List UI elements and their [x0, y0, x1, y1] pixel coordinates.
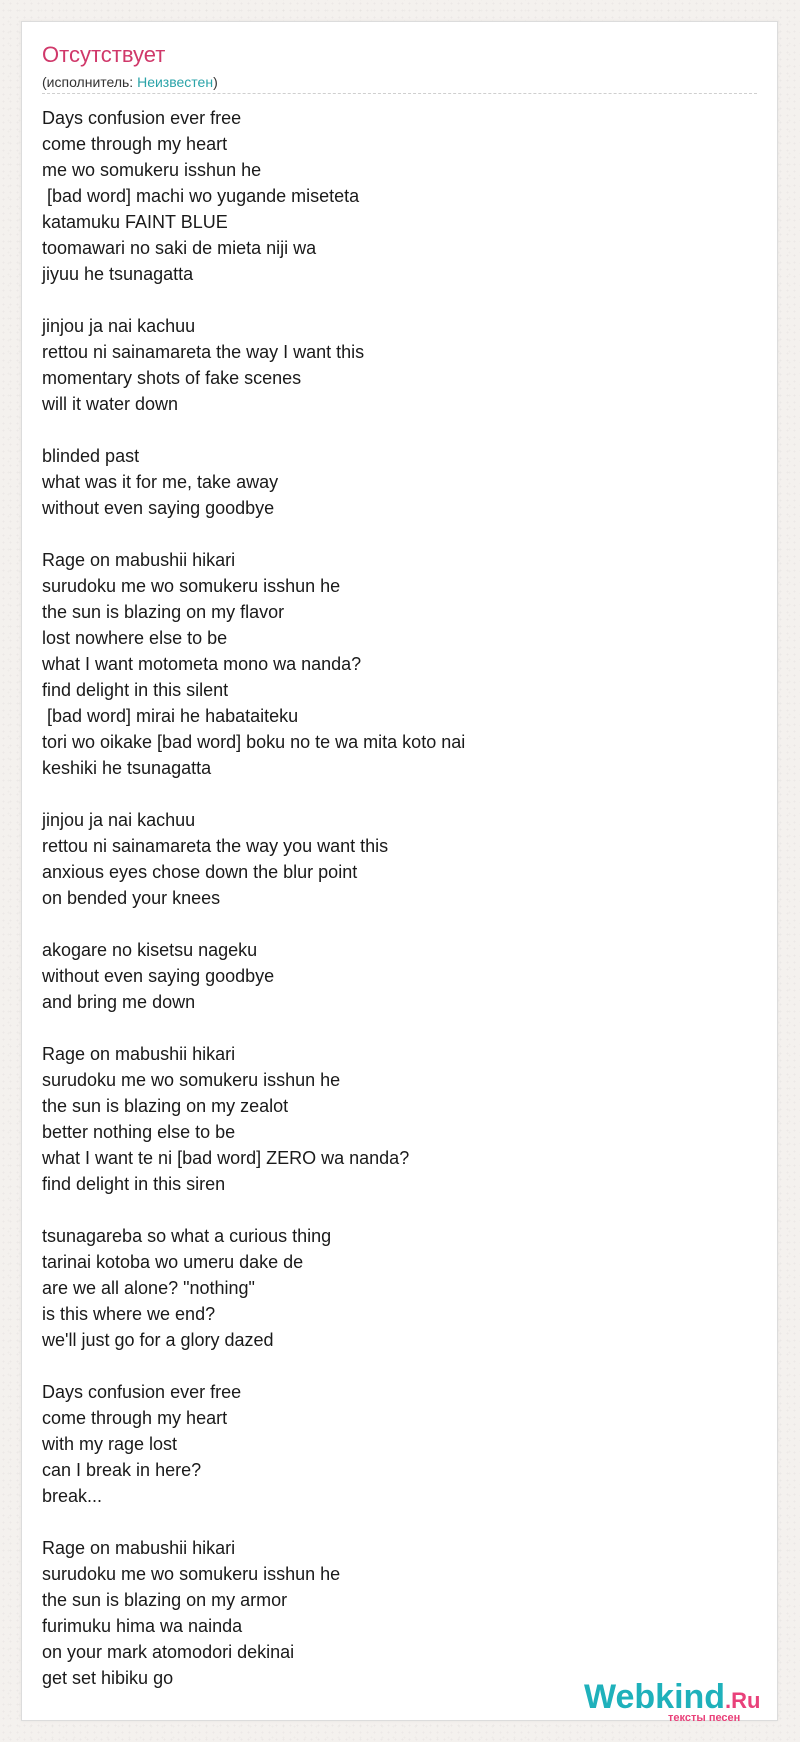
- lyrics-stanza: [42, 313, 742, 417]
- song-title: Отсутствует: [42, 42, 166, 67]
- lyric-line: Rage on mabushii hikari: [42, 1538, 236, 1558]
- lyric-line: katamuku FAINT BLUE: [42, 212, 228, 232]
- lyric-line: find delight in this siren: [42, 1174, 226, 1194]
- lyric-line: blinded past: [42, 446, 140, 466]
- lyric-line: are we all alone? "nothing": [42, 1278, 255, 1298]
- lyrics-stanza: [42, 1041, 742, 1197]
- lyric-line: furimuku hima wa nainda: [42, 1616, 243, 1636]
- lyric-line: Days confusion ever free: [42, 1382, 242, 1402]
- lyric-line: surudoku me wo somukeru isshun he: [42, 576, 341, 596]
- lyric-line: Rage on mabushii hikari: [42, 1044, 236, 1064]
- logo-main-text: Webkind: [584, 1678, 726, 1716]
- lyrics-stanza: [42, 937, 742, 1015]
- lyric-line: the sun is blazing on my flavor: [42, 602, 285, 622]
- lyrics-card: [21, 21, 778, 1724]
- lyric-line: tsunagareba so what a curious thing: [42, 1226, 332, 1246]
- lyric-line: akogare no kisetsu nageku: [42, 940, 258, 960]
- lyric-line: without even saying goodbye: [42, 498, 275, 518]
- lyrics-stanza: [42, 807, 742, 911]
- artist-suffix: ): [213, 74, 218, 90]
- lyric-line: jiyuu he tsunagatta: [42, 264, 194, 284]
- lyrics-stanza: [42, 443, 742, 521]
- header-divider: [42, 93, 757, 94]
- lyric-line: tori wo oikake [bad word] boku no te wa mita koto nai: [42, 732, 466, 752]
- lyric-line: with my rage lost: [42, 1434, 178, 1454]
- lyrics-body: [42, 105, 742, 1717]
- lyric-line: lost nowhere else to be: [42, 628, 228, 648]
- lyric-line: toomawari no saki de mieta niji wa: [42, 238, 317, 258]
- lyric-line: without even saying goodbye: [42, 966, 275, 986]
- lyric-line: better nothing else to be: [42, 1122, 236, 1142]
- lyric-line: get set hibiku go: [42, 1668, 174, 1688]
- lyrics-stanza: [42, 1223, 742, 1353]
- lyrics-stanza: [42, 1535, 742, 1691]
- lyric-line: rettou ni sainamareta the way you want this: [42, 836, 389, 856]
- lyric-line: the sun is blazing on my zealot: [42, 1096, 289, 1116]
- lyric-line: [bad word] mirai he habataiteku: [42, 706, 299, 726]
- artist-link[interactable]: Неизвестен: [137, 74, 214, 90]
- lyric-line: come through my heart: [42, 1408, 228, 1428]
- lyric-line: rettou ni sainamareta the way I want this: [42, 342, 365, 362]
- lyric-line: tarinai kotoba wo umeru dake de: [42, 1252, 304, 1272]
- lyric-line: me wo somukeru isshun he: [42, 160, 262, 180]
- lyric-line: break...: [42, 1486, 103, 1506]
- lyric-line: Days confusion ever free: [42, 108, 242, 128]
- lyric-line: and bring me down: [42, 992, 196, 1012]
- logo-subtitle: тексты песен: [668, 1712, 741, 1724]
- lyric-line: Rage on mabushii hikari: [42, 550, 236, 570]
- lyric-line: will it water down: [42, 394, 179, 414]
- lyric-line: is this where we end?: [42, 1304, 216, 1324]
- lyric-line: keshiki he tsunagatta: [42, 758, 212, 778]
- artist-prefix: (исполнитель:: [42, 74, 138, 90]
- lyric-line: we'll just go for a glory dazed: [42, 1330, 274, 1350]
- lyric-line: surudoku me wo somukeru isshun he: [42, 1070, 341, 1090]
- lyrics-stanza: [42, 105, 742, 287]
- lyric-line: on bended your knees: [42, 888, 221, 908]
- lyrics-stanza: [42, 1379, 742, 1509]
- lyric-line: on your mark atomodori dekinai: [42, 1642, 295, 1662]
- lyric-line: anxious eyes chose down the blur point: [42, 862, 358, 882]
- lyric-line: the sun is blazing on my armor: [42, 1590, 288, 1610]
- webkind-logo[interactable]: [584, 1678, 784, 1728]
- lyric-line: [bad word] machi wo yugande miseteta: [42, 186, 360, 206]
- logo-suffix-text: .Ru: [725, 1688, 761, 1713]
- lyric-line: can I break in here?: [42, 1460, 202, 1480]
- lyric-line: what I want te ni [bad word] ZERO wa nanda?: [42, 1148, 410, 1168]
- lyric-line: jinjou ja nai kachuu: [42, 316, 196, 336]
- lyric-line: find delight in this silent: [42, 680, 229, 700]
- lyric-line: what I want motometa mono wa nanda?: [42, 654, 362, 674]
- artist-line: [42, 73, 218, 91]
- lyric-line: surudoku me wo somukeru isshun he: [42, 1564, 341, 1584]
- lyric-line: momentary shots of fake scenes: [42, 368, 302, 388]
- lyric-line: come through my heart: [42, 134, 228, 154]
- lyric-line: what was it for me, take away: [42, 472, 279, 492]
- lyric-line: jinjou ja nai kachuu: [42, 810, 196, 830]
- lyrics-stanza: [42, 547, 742, 781]
